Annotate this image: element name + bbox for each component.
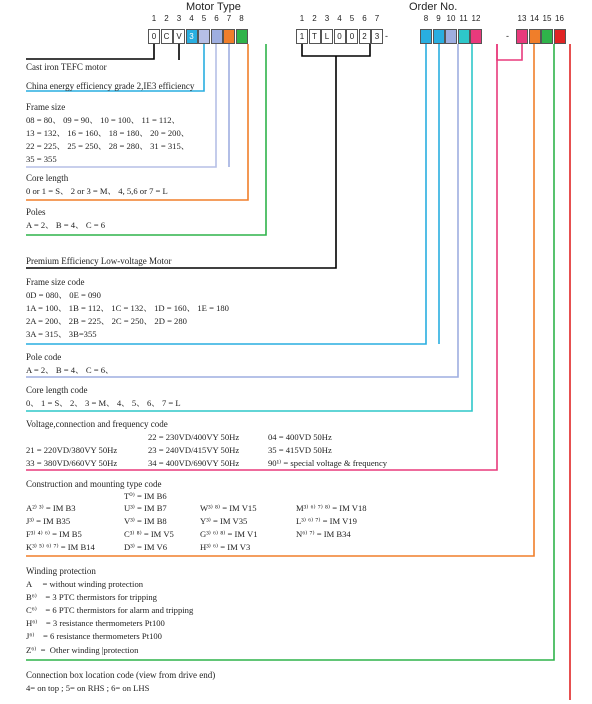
order-no-heading: Order No. — [409, 1, 458, 13]
core-length-line: 0 or 1 = S、 2 or 3 = M、 4, 5,6 or 7 = L — [26, 186, 168, 196]
position-number: 15 — [542, 14, 552, 23]
code-cell — [420, 29, 432, 44]
mounting-cell: G³⁾ ⁶⁾ ⁸⁾ = IM V1 — [200, 529, 258, 539]
poles-line: A = 2、 B = 4、 C = 6 — [26, 220, 106, 230]
position-number: 2 — [164, 14, 169, 23]
code-cell — [541, 29, 553, 44]
core-code-title: Core length code — [26, 385, 88, 395]
mounting-cell: F³⁾ ⁴⁾ ⁶⁾ = IM B5 — [26, 529, 82, 539]
code-cell: T — [309, 29, 321, 44]
code-cell — [529, 29, 541, 44]
mounting-cell: V³⁾ = IM B8 — [124, 516, 167, 526]
pole-code-line: A = 2、 B = 4、 C = 6、 — [26, 365, 114, 375]
mounting-cell: C³⁾ ⁸⁾ = IM V5 — [124, 529, 174, 539]
voltage-cell: 04 = 400VD 50Hz — [268, 432, 332, 442]
core-code-line: 0、 1 = S、 2、 3 = M、 4、 5、 6、 7 = L — [26, 398, 181, 408]
winding-line: H⁶⁾ = 3 resistance thermometers Pt100 — [26, 618, 165, 628]
code-cell — [470, 29, 482, 44]
efficiency-label: China energy efficiency grade 2,IE3 efficiency — [26, 81, 195, 91]
position-number: 4 — [337, 14, 342, 23]
code-cell: V — [173, 29, 185, 44]
code-cell — [198, 29, 210, 44]
cast-iron-label: Cast iron TEFC motor — [26, 62, 107, 72]
code-cell: 3 — [371, 29, 383, 44]
pole-code-title: Pole code — [26, 352, 62, 362]
frame-size-line: 22 = 225、 25 = 250、 28 = 280、 31 = 315、 — [26, 141, 190, 151]
position-number: 9 — [436, 14, 441, 23]
position-number: 5 — [349, 14, 355, 23]
mounting-cell: U³⁾ = IM B7 — [124, 503, 167, 513]
code-cell: 0 — [346, 29, 358, 44]
mounting-cell: A²⁾ ³⁾ = IM B3 — [26, 503, 76, 513]
voltage-cell: 34 = 400VD/690VY 50Hz — [148, 458, 240, 468]
frame-size-line: 35 = 355 — [26, 154, 57, 164]
winding-line: A = without winding protection — [26, 579, 144, 589]
code-cell: 2 — [359, 29, 371, 44]
code-dash: - — [385, 31, 388, 41]
position-number: 6 — [362, 14, 367, 23]
voltage-cell: 22 = 230VD/400VY 50Hz — [148, 432, 240, 442]
mounting-title: Construction and mounting type code — [26, 479, 162, 489]
mounting-cell: L³⁾ ⁶⁾ ⁷⁾ = IM V19 — [296, 516, 357, 526]
position-number: 10 — [446, 14, 456, 23]
position-number: 8 — [239, 14, 244, 23]
code-cell — [211, 29, 223, 44]
code-cell — [554, 29, 566, 44]
mounting-cell: D³⁾ = IM V6 — [124, 542, 168, 552]
position-number: 13 — [517, 14, 527, 23]
poles-title: Poles — [26, 207, 46, 217]
core-length-title: Core length — [26, 173, 69, 183]
position-number: 8 — [423, 14, 429, 23]
cast-iron-connector — [26, 44, 154, 59]
position-number: 1 — [151, 14, 157, 23]
winding-line: B⁶⁾ = 3 PTC thermistors for tripping — [26, 592, 157, 602]
voltage-title: Voltage,connection and frequency code — [26, 419, 168, 429]
mounting-cell: W³⁾ ⁸⁾ = IM V15 — [200, 503, 257, 513]
code-cell — [236, 29, 248, 44]
voltage-cell: 90¹⁾ = special voltage & frequency — [268, 458, 388, 468]
voltage-cell: 35 = 415VD 50Hz — [268, 445, 332, 455]
pole-code-connector — [26, 44, 458, 377]
premium-bracket — [302, 44, 370, 56]
frame-size-line: 08 = 80、 09 = 90、 10 = 100、 11 = 112、 — [26, 115, 181, 125]
position-number: 3 — [176, 14, 182, 23]
connection-title: Connection box location code (view from drive end) — [26, 670, 216, 680]
mounting-cell: H³⁾ ⁶⁾ = IM V3 — [200, 542, 251, 552]
code-cell: 0 — [334, 29, 346, 44]
mounting-cell: N⁶⁾ ⁷⁾ = IM B34 — [296, 529, 351, 539]
voltage-cell: 21 = 220VD/380VY 50Hz — [26, 445, 118, 455]
mounting-cell: Y³⁾ = IM V35 — [200, 516, 248, 526]
code-cell: 0 — [148, 29, 160, 44]
winding-line: C⁶⁾ = 6 PTC thermistors for alarm and tripping — [26, 605, 194, 615]
winding-line: Z⁶⁾ = Other winding |protection — [26, 645, 139, 655]
position-number: 2 — [312, 14, 317, 23]
frame-size-line: 13 = 132、 16 = 160、 18 = 180、 20 = 200、 — [26, 128, 190, 138]
code-dash: - — [506, 31, 509, 41]
position-number: 16 — [555, 14, 564, 23]
premium-label: Premium Efficiency Low-voltage Motor — [26, 256, 172, 266]
motor-type-heading: Motor Type — [186, 1, 241, 13]
code-cell — [516, 29, 528, 44]
mounting-cell: K³⁾ ⁵⁾ ⁶⁾ ⁷⁾ = IM B14 — [26, 542, 95, 552]
position-number: 12 — [471, 14, 481, 23]
position-number: 4 — [189, 14, 194, 23]
frame-size-title: Frame size — [26, 102, 66, 112]
frame-code-title: Frame size code — [26, 277, 85, 287]
code-cell — [445, 29, 457, 44]
voltage-cell: 23 = 240VD/415VY 50Hz — [148, 445, 240, 455]
frame-code-line: 3A = 315、 3B=355 — [26, 329, 97, 339]
code-cell — [223, 29, 235, 44]
frame-code-line: 1A = 100、 1B = 112、 1C = 132、 1D = 160、 1E = 180 — [26, 303, 229, 313]
voltage-cell: 33 = 380VD/660VY 50Hz — [26, 458, 118, 468]
code-cell: 3 — [186, 29, 198, 44]
connection-line: 4= on top ; 5= on RHS ; 6= on LHS — [26, 683, 150, 693]
voltage-connector — [497, 44, 522, 60]
code-cell — [458, 29, 470, 44]
mounting-cell: M³⁾ ⁶⁾ ⁷⁾ ⁸⁾ = IM V18 — [296, 503, 367, 513]
frame-code-line: 0D = 080、 0E = 090 — [26, 290, 101, 300]
position-number: 7 — [226, 14, 232, 23]
mounting-cell: T⁰⁾ = IM B6 — [124, 491, 167, 501]
position-number: 3 — [324, 14, 330, 23]
position-number: 6 — [214, 14, 219, 23]
code-cell: L — [321, 29, 333, 44]
position-number: 14 — [530, 14, 539, 23]
code-cell — [433, 29, 445, 44]
frame-code-line: 2A = 200、 2B = 225、 2C = 250、 2D = 280 — [26, 316, 187, 326]
code-cell: C — [161, 29, 173, 44]
winding-line: J⁶⁾ = 6 resistance thermometers Pt100 — [26, 631, 162, 641]
mounting-cell: J³⁾ = IM B35 — [26, 516, 71, 526]
position-number: 5 — [201, 14, 207, 23]
position-number: 1 — [299, 14, 305, 23]
position-number: 11 — [459, 14, 468, 23]
code-cell: 1 — [296, 29, 308, 44]
position-number: 7 — [374, 14, 380, 23]
winding-title: Winding protection — [26, 566, 96, 576]
